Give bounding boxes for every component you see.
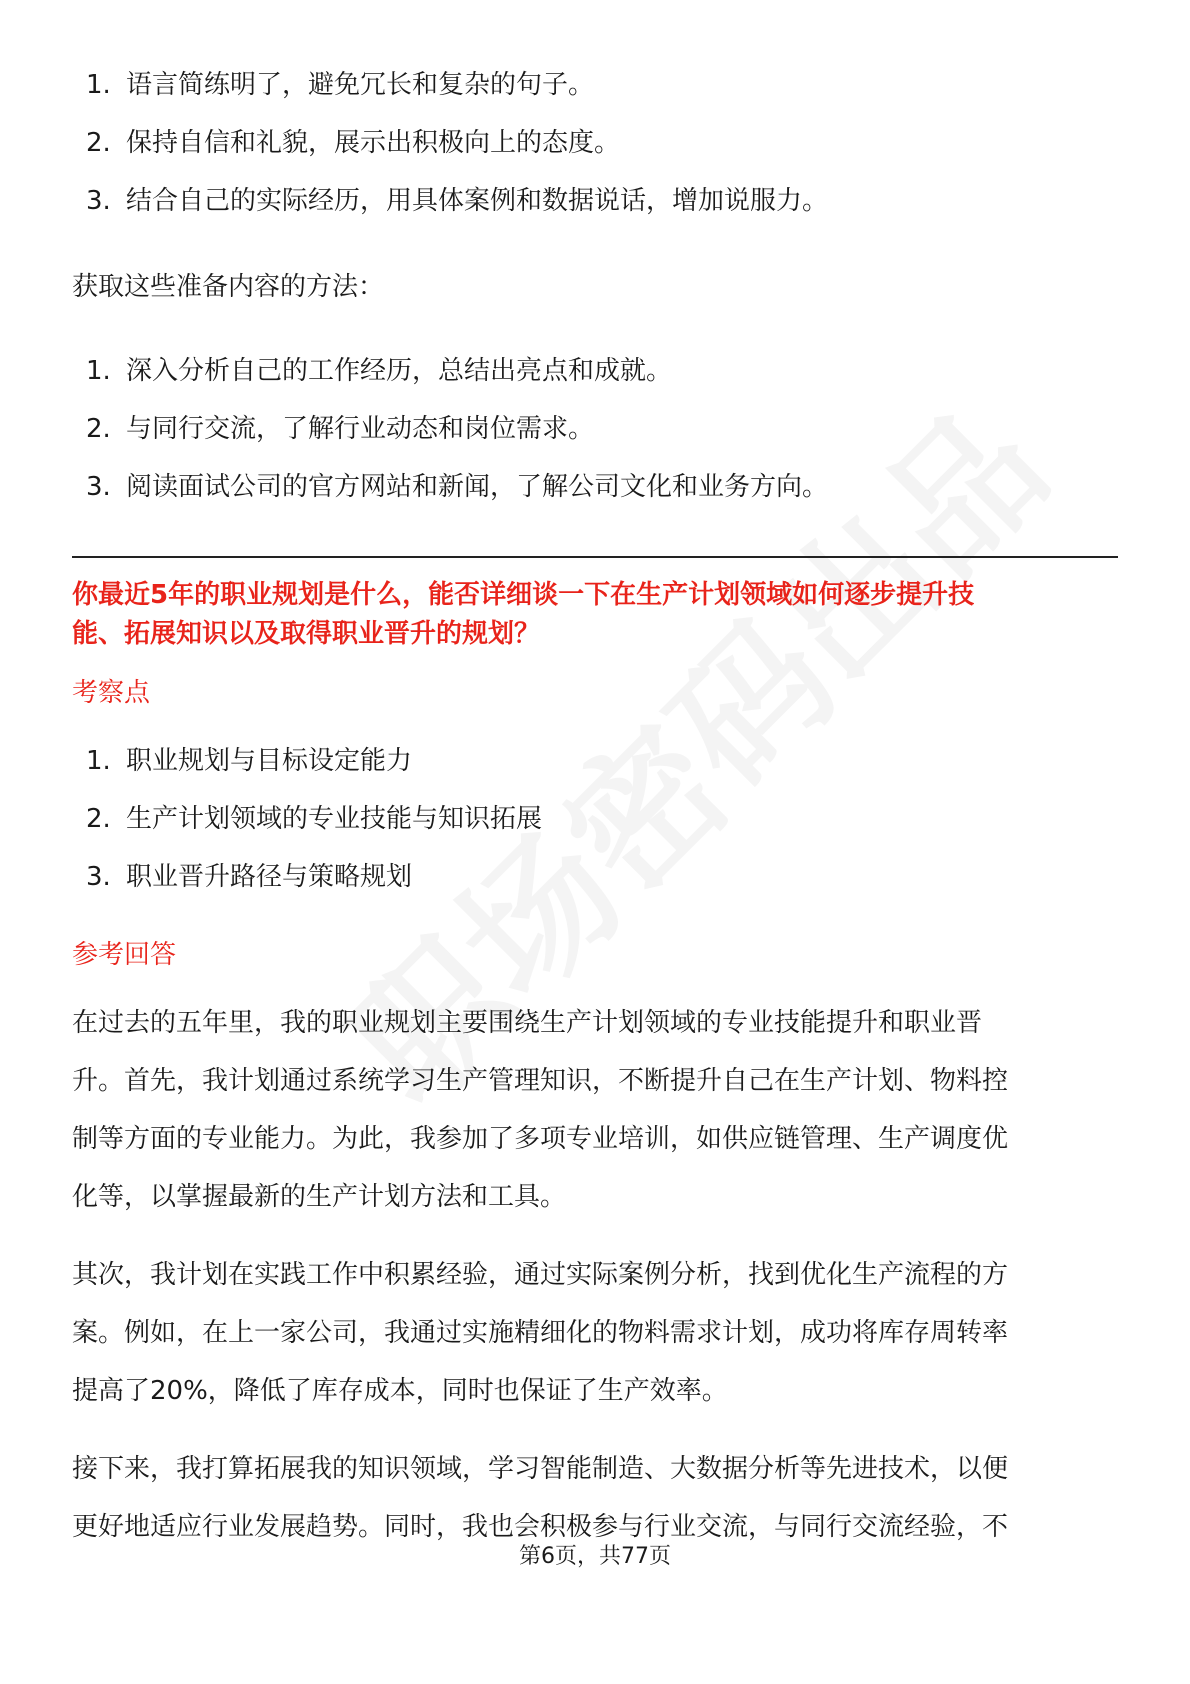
list-item-text: 结合自己的实际经历，用具体案例和数据说话，增加说服力。 [126,186,829,216]
list-item-text: 语言简练明了，避免冗长和复杂的句子。 [126,70,595,100]
list-item: 3. 结合自己的实际经历，用具体案例和数据说话，增加说服力。 [86,172,1118,230]
list-item: 1. 深入分析自己的工作经历，总结出亮点和成就。 [86,342,1118,400]
paragraph-line: 化等，以掌握最新的生产计划方法和工具。 [72,1182,567,1212]
list-item-text: 职业晋升路径与策略规划 [126,862,413,892]
methods-list [72,342,1118,516]
list-item-text: 阅读面试公司的官方网站和新闻，了解公司文化和业务方向。 [126,472,829,502]
paragraph-line: 制等方面的专业能力。为此，我参加了多项专业培训，如供应链管理、生产调度优 [72,1124,1009,1154]
section-divider [72,556,1118,558]
list-item: 3. 阅读面试公司的官方网站和新闻，了解公司文化和业务方向。 [86,458,1118,516]
page-number-footer: 第6页，共77页 [519,1544,671,1569]
paragraph-line: 其次，我计划在实践工作中积累经验，通过实际案例分析，找到优化生产流程的方 [72,1260,1009,1290]
list-item: 2. 与同行交流，了解行业动态和岗位需求。 [86,400,1118,458]
paragraph-line: 提高了20%，降低了库存成本，同时也保证了生产效率。 [72,1376,728,1406]
paragraph-line: 更好地适应行业发展趋势。同时，我也会积极参与行业交流，与同行交流经验，不 [72,1512,1009,1542]
paragraph-line: 在过去的五年里，我的职业规划主要围绕生产计划领域的专业技能提升和职业晋 [72,1008,983,1038]
focus-list [72,732,1118,906]
answer-paragraph [72,1440,1118,1556]
list-item: 2. 保持自信和礼貌，展示出积极向上的态度。 [86,114,1118,172]
list-item-text: 与同行交流，了解行业动态和岗位需求。 [126,414,595,444]
answer-paragraph [72,1246,1118,1420]
list-item: 3. 职业晋升路径与策略规划 [86,848,1118,906]
list-item: 2. 生产计划领域的专业技能与知识拓展 [86,790,1118,848]
list-item-text: 保持自信和礼貌，展示出积极向上的态度。 [126,128,621,158]
list-item-text: 生产计划领域的专业技能与知识拓展 [126,804,543,834]
answer-heading: 参考回答 [72,940,177,970]
list-item: 1. 职业规划与目标设定能力 [86,732,1118,790]
list-item-text: 深入分析自己的工作经历，总结出亮点和成就。 [126,356,673,386]
page-content [72,56,1118,1556]
answer-paragraph [72,994,1118,1226]
list-item-text: 职业规划与目标设定能力 [126,746,413,776]
methods-heading: 获取这些准备内容的方法： [72,272,385,302]
tips-list [72,56,1118,230]
paragraph-line: 接下来，我打算拓展我的知识领域，学习智能制造、大数据分析等先进技术，以便 [72,1454,1009,1484]
focus-heading: 考察点 [72,678,151,708]
question-title: 你最近5年的职业规划是什么，能否详细谈一下在生产计划领域如何逐步提升技 能、拓展知识以及取得职业晋升的规划？ [72,580,975,649]
list-item: 1. 语言简练明了，避免冗长和复杂的句子。 [86,56,1118,114]
paragraph-line: 案。例如，在上一家公司，我通过实施精细化的物料需求计划，成功将库存周转率 [72,1318,1009,1348]
paragraph-line: 升。首先，我计划通过系统学习生产管理知识，不断提升自己在生产计划、物料控 [72,1066,1009,1096]
